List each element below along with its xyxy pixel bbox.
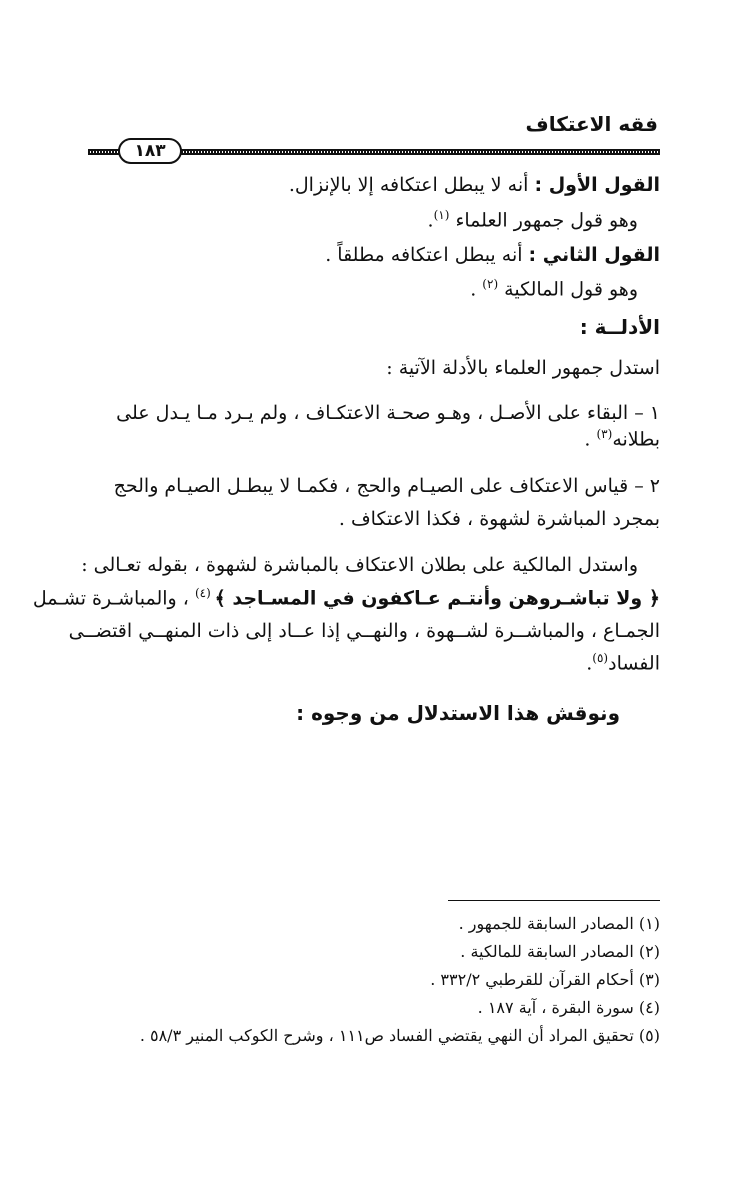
verse-open-bracket: ﴿ — [648, 587, 660, 610]
footnote-2: (٢) المصادر السابقة للمالكية . — [460, 942, 660, 961]
second-opinion-attribution — [86, 276, 660, 303]
evidence-intro: استدل جمهور العلماء بالأدلة الآتية : — [386, 357, 660, 380]
footnote-3: (٣) أحكام القرآن للقرطبي ٣٣٢/٢ . — [430, 970, 660, 989]
evidence-1-line-1: ١ – البقاء على الأصـل ، وهـو صحـة الاعتكـاف ، ولم يـرد مـا يـدل على — [116, 401, 660, 424]
first-opinion-attribution-end: . — [427, 208, 434, 231]
maliki-evidence-line-4 — [86, 650, 660, 677]
maliki-evidence-line-4-text: الفساد — [608, 652, 660, 675]
discussion-heading: ونوقش هذا الاستدلال من وجوه : — [296, 701, 620, 726]
footnote-ref-5: (٥) — [592, 651, 609, 666]
second-opinion-text: أنه يبطل اعتكافه مطلقاً . — [325, 243, 529, 266]
maliki-evidence-line-4-end: . — [586, 652, 593, 675]
footnote-5: (٥) تحقيق المراد أن النهي يقتضي الفساد ص١١١ ، وشرح الكوكب المنير ٥٨/٣ . — [139, 1026, 660, 1045]
maliki-evidence-line-1: واستدل المالكية على بطلان الاعتكاف بالمباشرة لشهوة ، بقوله تعـالى : — [81, 554, 638, 577]
maliki-evidence-line-2 — [32, 585, 660, 612]
first-opinion-label: القول الأول : — [534, 174, 660, 196]
second-opinion-label: القول الثاني : — [528, 243, 660, 266]
main-text — [32, 172, 660, 727]
footnote-ref-3: (٣) — [596, 427, 613, 442]
page-number: ١٨٣ — [118, 138, 182, 164]
evidence-1-line-2 — [86, 426, 660, 453]
second-opinion-attribution-text: وهو قول المالكية — [498, 278, 638, 301]
footnote-ref-2: (٢) — [482, 277, 499, 292]
footnote-separator — [448, 900, 660, 901]
evidence-1-line-2-text: بطلانه — [612, 428, 660, 451]
quran-verse: ولا تباشـروهن وأنتـم عـاكفون في المسـاجد — [225, 587, 649, 610]
verse-close-bracket: ﴾ — [214, 587, 226, 610]
footnotes — [86, 914, 660, 1054]
header-rule — [88, 138, 660, 164]
footnote-ref-1: (١) — [433, 207, 450, 222]
first-opinion-attribution-text: وهو قول جمهور العلماء — [449, 208, 638, 231]
second-opinion-attribution-end: . — [470, 278, 483, 301]
second-opinion — [86, 242, 660, 269]
footnote-4: (٤) سورة البقرة ، آية ١٨٧ . — [477, 998, 660, 1017]
first-opinion-text: أنه لا يبطل اعتكافه إلا بالإنزال. — [288, 174, 535, 196]
evidence-2-line-1: ٢ – قياس الاعتكاف على الصيـام والحج ، فكمـا لا يبطـل الصيـام والحج — [113, 475, 660, 498]
evidence-2-line-2: بمجرد المباشرة لشهوة ، فكذا الاعتكاف . — [338, 507, 660, 530]
evidence-1-line-2-end: . — [584, 428, 597, 451]
first-opinion-attribution — [86, 207, 660, 234]
footnote-ref-4: (٤) — [194, 585, 215, 600]
maliki-evidence-line-2-end: ، والمباشـرة تشـمل — [32, 587, 195, 610]
footnote-1: (١) المصادر السابقة للجمهور . — [458, 914, 660, 933]
first-opinion — [86, 172, 660, 199]
running-head: فقه الاعتكاف — [525, 112, 658, 136]
evidence-heading: الأدلــة : — [579, 315, 660, 340]
maliki-evidence-line-3: الجمـاع ، والمباشــرة لشــهوة ، والنهــي إذا عــاد إلى ذات المنهــي اقتضــى — [68, 619, 660, 642]
